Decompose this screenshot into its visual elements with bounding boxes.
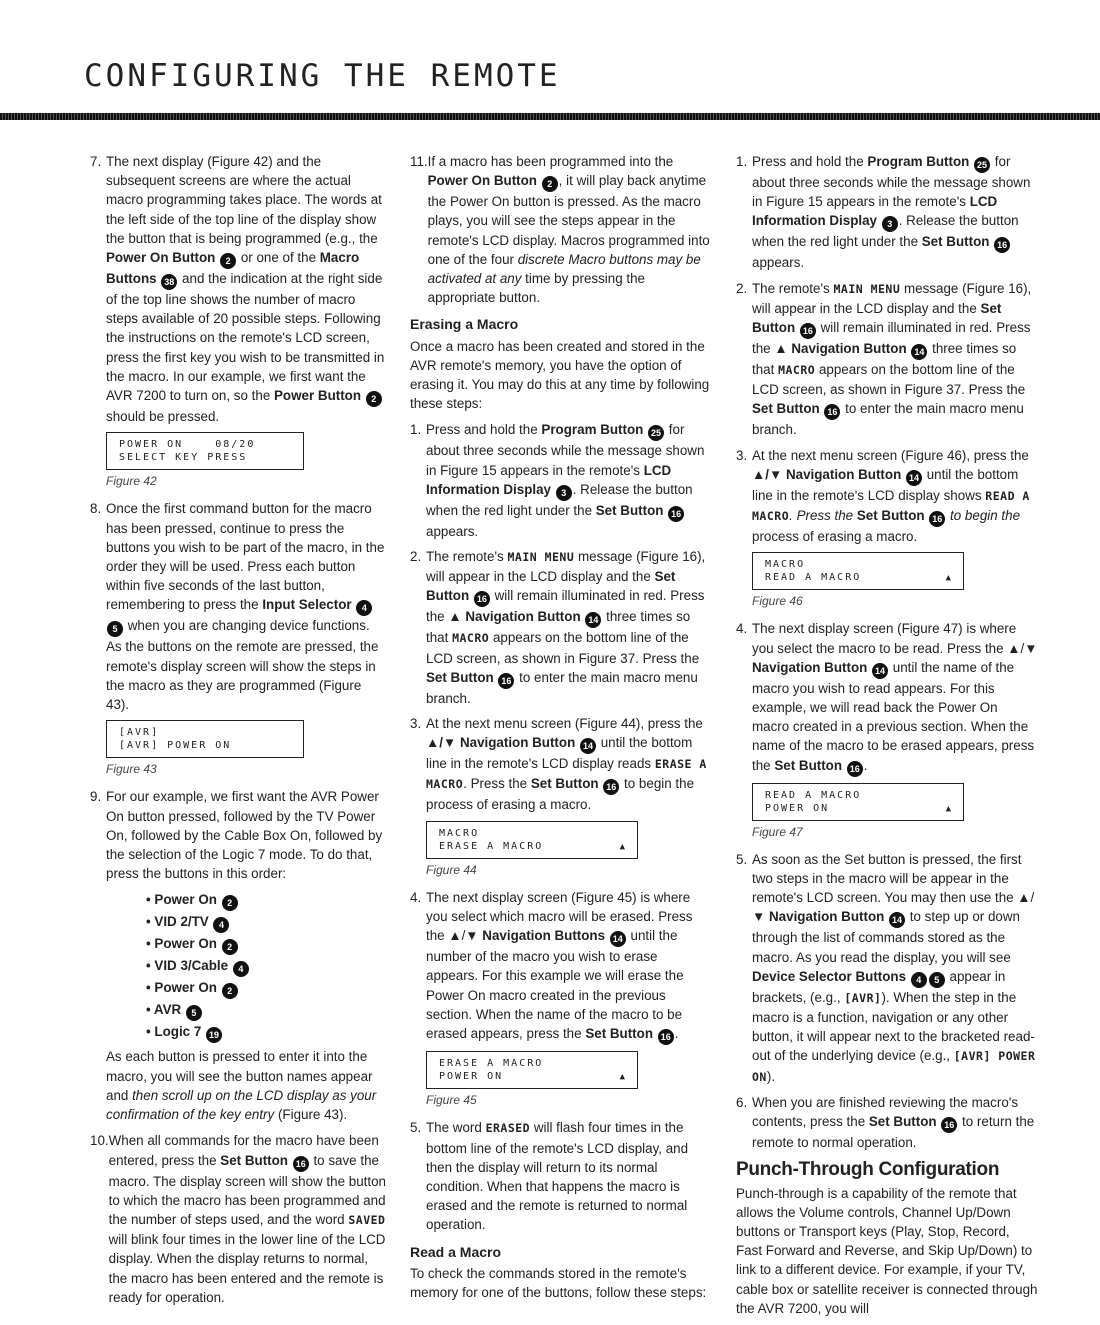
read-step-3: 3. At the next menu screen (Figure 46), press the ▲/▼ Navigation Button 14 until the bottom line in the remote's LCD display shows READ A MACRO. Press the Set Button 16 to begin the process of erasing a macro. xyxy=(736,447,1030,545)
button-number-icon: 4 xyxy=(213,917,229,933)
read-step-5: 5. As soon as the Set button is pressed, the first two steps in the macro will be appear in the remote's LCD screen. You may then use the ▲/▼ Navigation Button 14 to step up or down through the list of commands stored as the macro. As you read the display, you will see Device Selector Buttons 4 5 appear in brackets, (e.g., [AVR]). When the step in the macro is a function, navigation or any other button, it will appear next to the bracketed read-out of the underlying device (e.g., [AVR] POWER ON). xyxy=(736,851,1036,1084)
button-number-icon: 4 xyxy=(233,961,249,977)
set-button-icon: 16 xyxy=(293,1156,309,1172)
lcd-display-icon: 3 xyxy=(882,216,898,232)
device-selector-icon: 5 xyxy=(929,972,945,988)
step-11: 11. If a macro has been programmed into the Power On Button 2 , it will play back anytime the Power On button is pressed. As the macro plays, you will see the steps appear in the remote's LCD display. Macros programmed into one of the four discrete Macro buttons may be activated at any time by pressing the appropriate button. xyxy=(410,154,710,306)
step-9-followup: As each button is pressed to enter it into the macro, you will see the button names appear and then scroll up on the LCD display as your confirmation of the key entry (Figure 43). xyxy=(106,1049,377,1123)
list-item: • Logic 7 19 xyxy=(146,1021,388,1043)
figure-47-caption: Figure 47 xyxy=(752,824,803,839)
figure-43-caption: Figure 43 xyxy=(106,762,157,777)
lcd-figure-46: MACRO READ A MACRO ▲ xyxy=(752,552,964,590)
navigation-button-icon: 14 xyxy=(610,931,626,947)
up-arrow-icon: ▲ xyxy=(945,573,951,584)
up-arrow-icon: ▲ xyxy=(619,1072,625,1083)
set-button-icon: 16 xyxy=(824,404,840,420)
page-title: CONFIGURING THE REMOTE xyxy=(84,58,561,94)
step-7: 7. The next display (Figure 42) and the subsequent screens are where the actual macro programming takes place. The words at the left side of the top line of the display show the button that is being programmed (e.g., the Power On Button 2 or one of the Macro Buttons 38 and the indication at the right side of the top line shows the number of macro steps available of 20 possible steps. Following the instructions on the remote's LCD screen, press the first key you wish to be transmitted in the macro. In our example, we first want the AVR 7200 to turn on, so the Power Button 2 should be pressed. xyxy=(90,154,385,425)
erasing-heading: Erasing a Macro xyxy=(410,316,519,333)
device-selector-icon: 4 xyxy=(911,972,927,988)
read-step-4: 4. The next display screen (Figure 47) is where you select the macro to be read. Press the ▲/▼ Navigation Button 14 until the name of the macro you wish to read appears. For this example, we will read back the Power On macro created in a previous section. When the name of the macro to be erased appears, press the Set Button 16 . xyxy=(736,619,1038,776)
erase-step-2: 2. The remote's MAIN MENU message (Figure 16), will appear in the LCD display and the Set Button 16 will remain illuminated in red. Press the ▲ Navigation Button 14 three times so that MACRO appears on the bottom line of the LCD screen, as shown in Figure 37. Press the Set Button 16 to enter the main macro menu branch. xyxy=(410,549,706,706)
read-step-2: 2. The remote's MAIN MENU message (Figure 16), will appear in the LCD display and the Set Button 16 will remain illuminated in red. Press the ▲ Navigation Button 14 three times so that MACRO appears on the bottom line of the LCD screen, as shown in Figure 37. Press the Set Button 16 to enter the main macro menu branch. xyxy=(736,280,1032,438)
step-10: 10. When all commands for the macro have been entered, press the Set Button 16 to save the macro. The display screen will show the button to which the macro has been programmed and the number of steps used, and the word SAVED will blink four times in the lower line of the LCD display. When the display returns to normal, the macro has been entered and the remote is ready for operation. xyxy=(90,1133,386,1305)
column-3 xyxy=(736,152,1038,1325)
button-order-list xyxy=(146,889,388,1043)
erase-step-5: 5. The word ERASED will flash four times in the bottom line of the remote's LCD display, and then the display will return to its normal condition. When that happens the macro is erased and the remote is returned to normal operation. xyxy=(410,1120,689,1233)
read-step-6: 6. When you are finished reviewing the macro's contents, press the Set Button 16 to return the remote to normal operation. xyxy=(736,1094,1035,1151)
figure-42-caption: Figure 42 xyxy=(106,474,157,489)
erase-step-1: 1. Press and hold the Program Button 25 for about three seconds while the message shown in Figure 15 appears in the remote's LCD Information Display 3 . Release the button when the red light under the Set Button 16 appears. xyxy=(410,422,705,539)
navigation-button-icon: 14 xyxy=(872,663,888,679)
set-button-icon: 16 xyxy=(668,506,684,522)
lcd-figure-47: READ A MACRO POWER ON ▲ xyxy=(752,783,964,821)
set-button-icon: 16 xyxy=(498,673,514,689)
button-number-icon: 5 xyxy=(186,1005,202,1021)
set-button-icon: 16 xyxy=(658,1029,674,1045)
figure-45-caption: Figure 45 xyxy=(426,1093,477,1108)
up-arrow-icon: ▲ xyxy=(945,803,951,814)
set-button-icon: 16 xyxy=(929,511,945,527)
button-number-icon: 2 xyxy=(222,983,238,999)
read-heading: Read a Macro xyxy=(410,1243,502,1260)
button-number-icon: 19 xyxy=(206,1027,222,1043)
navigation-button-icon: 14 xyxy=(911,344,927,360)
step-9: 9. For our example, we first want the AVR Power On button pressed, followed by the TV Power On, followed by the Cable Box On, followed by the selection of the Logic 7 mode. To do that, press the buttons in this order: xyxy=(90,789,383,882)
program-button-icon: 25 xyxy=(974,157,990,173)
power-button-icon: 2 xyxy=(366,391,382,407)
erasing-intro: Once a macro has been created and stored in the AVR remote's memory, you have the option of erasing it. You may do this at any time by following these steps: xyxy=(410,338,710,412)
set-button-icon: 16 xyxy=(994,237,1010,253)
read-intro: To check the commands stored in the remote's memory for one of the buttons, follow these steps: xyxy=(410,1265,707,1300)
input-selector-icon: 4 xyxy=(356,600,372,616)
list-item: • Power On 2 xyxy=(146,933,388,955)
lcd-display-icon: 3 xyxy=(556,485,572,501)
navigation-button-icon: 14 xyxy=(906,470,922,486)
read-step-1: 1. Press and hold the Program Button 25 for about three seconds while the message shown in Figure 15 appears in the remote's LCD Information Display 3 . Release the button when the red light under the Set Button 16 appears. xyxy=(736,154,1031,271)
lcd-figure-45: ERASE A MACRO POWER ON ▲ xyxy=(426,1051,638,1089)
list-item: • Power On 2 xyxy=(146,889,388,911)
navigation-button-icon: 14 xyxy=(889,912,905,928)
list-item: • VID 3/Cable 4 xyxy=(146,955,388,977)
power-on-button-icon: 2 xyxy=(542,176,558,192)
set-button-icon: 16 xyxy=(800,323,816,339)
list-item: • AVR 5 xyxy=(146,999,388,1021)
erase-step-3: 3. At the next menu screen (Figure 44), press the ▲/▼ Navigation Button 14 until the bottom line in the remote's LCD display reads ERASE A MACRO. Press the Set Button 16 to begin the process of erasing a macro. xyxy=(410,716,707,813)
header-rule xyxy=(0,113,1100,120)
power-on-button-icon: 2 xyxy=(220,253,236,269)
button-number-icon: 2 xyxy=(222,939,238,955)
navigation-button-icon: 14 xyxy=(580,738,596,754)
list-item: • VID 2/TV 4 xyxy=(146,911,388,933)
figure-44-caption: Figure 44 xyxy=(426,862,477,877)
lcd-figure-44: MACRO ERASE A MACRO ▲ xyxy=(426,821,638,859)
input-selector-icon: 5 xyxy=(107,621,123,637)
lcd-figure-42: POWER ON 08/20 SELECT KEY PRESS xyxy=(106,432,304,470)
punch-through-text: Punch-through is a capability of the remote that allows the Volume controls, Channel Up/Down buttons or Transport keys (Play, Stop, Record, Fast Forward and Reverse, and Skip Up/Down) to link to a different device. For example, if your TV, cable box or satellite receiver is connected through the AVR 7200, you will xyxy=(736,1185,1038,1316)
step-8: 8. Once the first command button for the macro has been pressed, continue to press the buttons you wish to be part of the macro, in the order they will be used. Press each button within five seconds of the last button, remembering to press the Input Selector 45 when you are changing device functions. As the buttons on the remote are pressed, the remote's display screen will show the steps in the macro as they are programmed (Figure 43). xyxy=(90,501,385,713)
set-button-icon: 16 xyxy=(847,761,863,777)
macro-buttons-icon: 38 xyxy=(161,274,177,290)
column-2 xyxy=(410,152,710,1309)
lcd-figure-43: [AVR] [AVR] POWER ON xyxy=(106,720,304,758)
set-button-icon: 16 xyxy=(474,591,490,607)
navigation-button-icon: 14 xyxy=(585,612,601,628)
list-item: • Power On 2 xyxy=(146,977,388,999)
set-button-icon: 16 xyxy=(941,1117,957,1133)
up-arrow-icon: ▲ xyxy=(619,841,625,852)
button-number-icon: 2 xyxy=(222,895,238,911)
program-button-icon: 25 xyxy=(648,425,664,441)
figure-46-caption: Figure 46 xyxy=(752,594,803,609)
punch-through-heading: Punch-Through Configuration xyxy=(736,1159,1000,1181)
set-button-icon: 16 xyxy=(603,779,619,795)
column-1 xyxy=(90,152,388,1313)
erase-step-4: 4. The next display screen (Figure 45) is where you select which macro will be erased. Press the ▲/▼ Navigation Buttons 14 until the number of the macro you wish to erase appears. For this example we will erase the Power On macro created in the previous section. When the name of the macro to be erased appears, press the Set Button 16 . xyxy=(410,888,710,1045)
